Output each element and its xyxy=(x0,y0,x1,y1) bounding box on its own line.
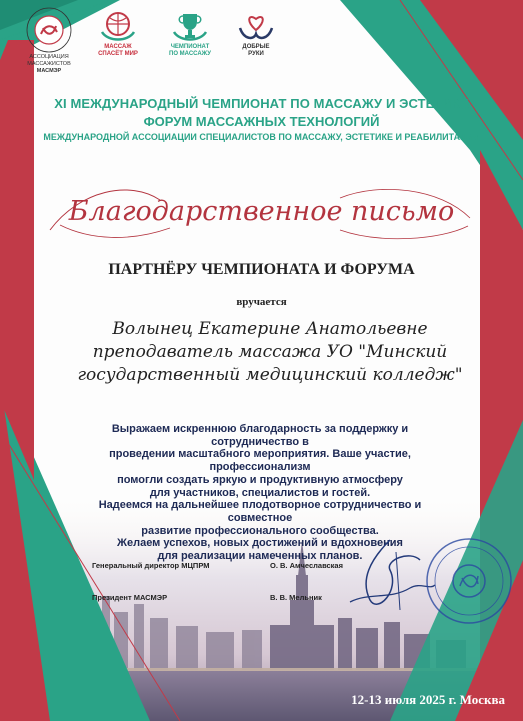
handed-label: вручается xyxy=(236,296,287,308)
recipient-position: преподаватель массажа УО "Минский xyxy=(92,342,448,362)
logo-massage-championship xyxy=(160,10,220,58)
message-line: Желаем успехов, новых достижений и вдохновения xyxy=(117,537,403,550)
message-line: проведении масштабного мероприятия. Ваше участие, профессионализм xyxy=(109,448,411,474)
message-line: для участников, специалистов и гостей. xyxy=(149,486,371,499)
signatory-name-director: О. В. Амчеславская xyxy=(270,561,343,570)
logo-massage-saves-world xyxy=(88,10,148,58)
logo2-caption-2: СПАСЁТ МИР xyxy=(98,51,138,57)
logo1-caption-2: МАССАЖИСТОВ xyxy=(27,61,71,67)
partner-heading: ПАРТНЁРУ ЧЕМПИОНАТА И ФОРУМА xyxy=(108,261,415,278)
trophy-icon xyxy=(170,10,210,44)
logo3-caption-2: ПО МАССАЖУ xyxy=(169,51,211,57)
masmer-logo-icon xyxy=(25,6,73,54)
logo-kind-hands xyxy=(226,10,286,58)
message-line: Выражаем искреннюю благодарность за поддержку и сотрудничество в xyxy=(111,423,409,448)
logo1-caption-1: АССОЦИАЦИЯ xyxy=(29,54,69,60)
recipient-block xyxy=(70,318,470,387)
recipient-institution: государственный медицинский колледж" xyxy=(77,365,463,385)
forum-title: ФОРУМ МАССАЖНЫХ ТЕХНОЛОГИЙ xyxy=(143,114,380,129)
document-title: Благодарственное письмо xyxy=(68,196,455,227)
event-date-location: 12-13 июля 2025 г. Москва xyxy=(351,692,505,707)
message-line: помогли создать яркую и продуктивную атмосферу xyxy=(117,473,403,486)
association-title: МЕЖДУНАРОДНОЙ АССОЦИАЦИИ СПЕЦИАЛИСТОВ ПО МАССАЖУ, ЭСТЕТИКЕ И РЕАБИЛИТАЦИИ xyxy=(43,132,480,142)
signatory-name-president: В. В. Мельник xyxy=(270,593,322,602)
logo2-caption-1: МАССАЖ xyxy=(104,44,132,50)
message-line: Надеемся на дальнейшее плодотворное сотрудничество и совместное xyxy=(98,499,422,524)
logo1-caption-3: МАСМЭР xyxy=(36,68,62,74)
signatory-role-president: Президент МАСМЭР xyxy=(92,593,168,602)
championship-title: XI МЕЖДУНАРОДНЫЙ ЧЕМПИОНАТ ПО МАССАЖУ И ЭСТЕТИКЕ xyxy=(54,96,469,111)
logos-row xyxy=(0,6,523,94)
globe-hands-icon xyxy=(98,10,138,44)
signatory-role-director: Генеральный директор МЦПРМ xyxy=(92,561,210,570)
message-line: развитие профессионального сообщества. xyxy=(141,524,379,537)
recipient-name: Волынец Екатерине Анатольевне xyxy=(112,319,428,339)
message-line: для реализации намеченных планов. xyxy=(157,550,363,563)
heart-hands-icon xyxy=(236,10,276,44)
logo3-caption-1: ЧЕМПИОНАТ xyxy=(170,44,210,50)
logo4-caption-2: РУКИ xyxy=(248,51,264,57)
official-stamp xyxy=(424,536,514,626)
logo4-caption-1: ДОБРЫЕ xyxy=(242,44,270,50)
logo-masmer xyxy=(18,6,80,75)
